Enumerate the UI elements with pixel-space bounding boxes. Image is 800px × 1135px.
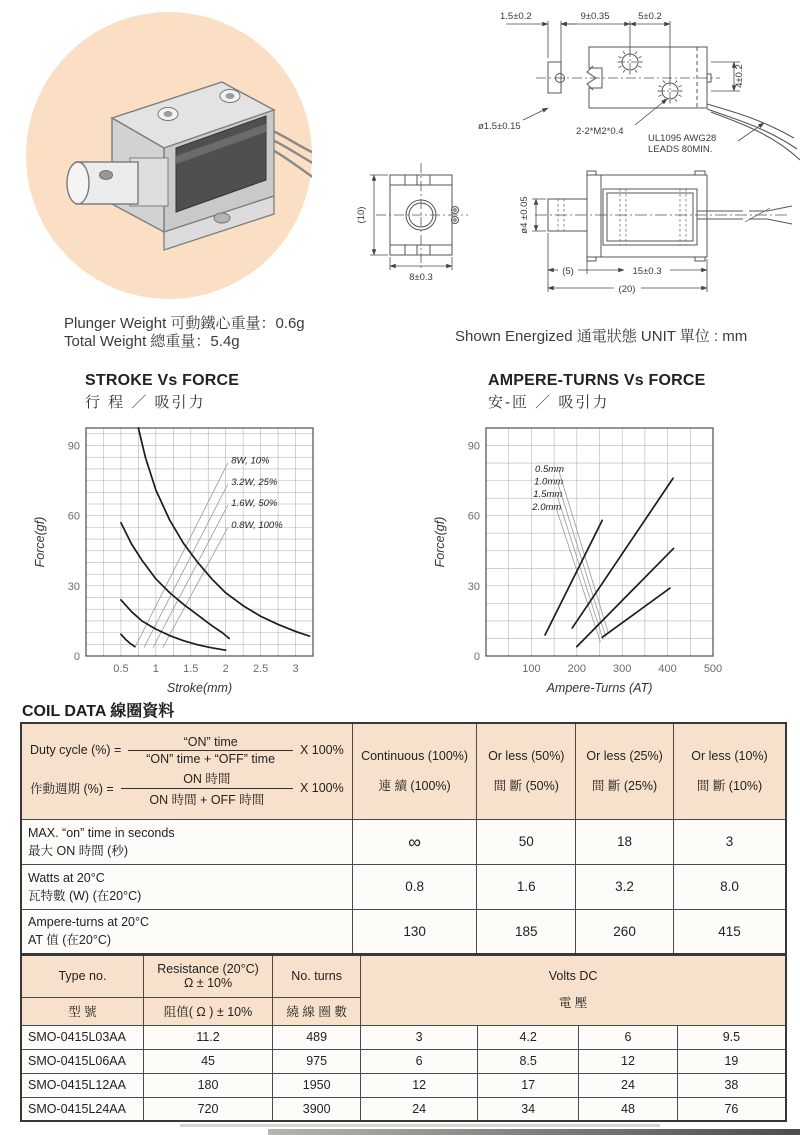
type-no: SMO-0415L12AA	[21, 1073, 143, 1097]
cell-value: 18	[576, 819, 674, 864]
x-axis-label: Ampere-Turns (AT)	[546, 681, 653, 695]
row-label-en: Watts at 20°C	[28, 870, 105, 885]
volts-value: 9.5	[677, 1025, 786, 1049]
series-label: 1.5mm	[533, 488, 563, 500]
series-label: 1.0mm	[534, 476, 564, 488]
stroke-force-chart	[30, 414, 390, 706]
x-tick-label: 0.5	[113, 663, 129, 675]
formula-mult: X 100%	[299, 743, 344, 758]
volts-value: 76	[677, 1097, 786, 1121]
chart2-title-zh: 安-匝 ／ 吸引力	[488, 394, 610, 411]
table-row	[21, 819, 786, 864]
row-label-en: MAX. “on” time in seconds	[28, 825, 175, 840]
y-tick-label: 60	[467, 510, 480, 523]
dim-label: LEADS 80MIN.	[648, 144, 713, 155]
table-row	[21, 1025, 786, 1049]
leader-line	[556, 508, 600, 642]
y-tick-label: 0	[73, 651, 80, 663]
table-row	[21, 909, 786, 954]
row-label	[21, 864, 352, 909]
series-label: 0.8W, 100%	[231, 520, 283, 532]
type-no: SMO-0415L06AA	[21, 1049, 143, 1073]
volts-value: 3	[361, 1025, 478, 1049]
resistance-header-l1: Resistance (20°C)	[157, 962, 259, 977]
resistance-header	[143, 955, 272, 997]
dim-label: UL1095 AWG28	[648, 133, 717, 144]
chart1-title-zh: 行 程 ／ 吸引力	[85, 394, 206, 411]
formula-denominator: “ON” time + “OFF” time	[146, 751, 276, 766]
series-line	[121, 634, 135, 646]
product-illustration	[26, 12, 312, 299]
volts-value: 4.2	[478, 1025, 579, 1049]
row-label-zh: 瓦特數 (W) (在20°C)	[28, 888, 142, 903]
x-tick-label: 2.5	[252, 663, 269, 675]
series-line	[577, 548, 674, 646]
resistance-value: 180	[143, 1073, 272, 1097]
series-line	[572, 478, 673, 628]
chart1-title: STROKE Vs FORCE	[85, 372, 240, 389]
col-header-en: Continuous (100%)	[361, 749, 469, 764]
cell-value: 260	[576, 909, 674, 954]
cell-value: 3.2	[576, 864, 674, 909]
x-tick-label: 200	[567, 663, 586, 675]
series-line	[138, 428, 309, 636]
table-row	[21, 1073, 786, 1097]
cell-value: 415	[674, 909, 786, 954]
turns-value: 975	[273, 1049, 361, 1073]
lead-wires	[707, 104, 800, 160]
type-no-header-zh: 型 號	[21, 997, 143, 1025]
turns-header-zh: 繞 線 圈 數	[273, 997, 361, 1025]
table-row	[21, 1097, 786, 1121]
type-no: SMO-0415L03AA	[21, 1025, 143, 1049]
cell-value: ∞	[352, 819, 477, 864]
volts-value: 6	[579, 1025, 678, 1049]
cell-value: 8.0	[674, 864, 786, 909]
volts-value: 24	[361, 1097, 478, 1121]
table-row	[21, 864, 786, 909]
energized-unit-note: Shown Energized 通電狀態 UNIT 單位 : mm	[455, 328, 748, 345]
volts-value: 24	[579, 1073, 678, 1097]
plunger-end	[67, 162, 89, 204]
x-tick-label: 1.5	[183, 663, 199, 675]
type-no-header: Type no.	[21, 955, 143, 997]
ampere-turns-force-chart	[430, 414, 790, 706]
dim-label: 8±0.3	[409, 272, 433, 283]
formula-en	[26, 735, 348, 766]
y-tick-label: 30	[467, 580, 480, 593]
volts-header-zh: 電 壓	[558, 996, 588, 1011]
scan-shadow	[180, 1124, 660, 1127]
dim-label: 15±0.3	[632, 266, 662, 277]
tapped-hole	[618, 50, 643, 75]
resistance-value: 11.2	[143, 1025, 272, 1049]
series-label: 1.6W, 50%	[231, 497, 278, 509]
series-label: 0.5mm	[535, 463, 565, 475]
y-tick-label: 60	[67, 510, 80, 523]
x-tick-label: 3	[292, 663, 299, 675]
col-header	[352, 723, 477, 819]
col-header-zh: 間 斷 (10%)	[696, 779, 763, 794]
total-weight-line: Total Weight 總重量：5.4g	[64, 333, 240, 350]
leader-line	[144, 484, 228, 647]
volts-dc-header	[361, 955, 786, 1025]
resistance-header-zh: 阻值( Ω ) ± 10%	[143, 997, 272, 1025]
cell-value: 130	[352, 909, 477, 954]
volts-value: 38	[677, 1073, 786, 1097]
formula-numerator: “ON” time	[128, 735, 293, 751]
screw-hole-inner	[164, 111, 173, 117]
turns-value: 489	[273, 1025, 361, 1049]
volts-value: 8.5	[478, 1049, 579, 1073]
col-header-zh: 間 斷 (25%)	[591, 779, 658, 794]
dim-label: ø1.5±0.15	[478, 121, 521, 132]
series-label: 3.2W, 25%	[231, 476, 278, 488]
y-tick-label: 90	[67, 440, 80, 453]
y-axis-label: Force(gf)	[433, 516, 447, 568]
row-label	[21, 819, 352, 864]
row-label	[21, 909, 352, 954]
coil-spec-table	[20, 954, 787, 1122]
cell-value: 0.8	[352, 864, 477, 909]
col-header-en: Or less (50%)	[488, 749, 565, 764]
volts-value: 12	[361, 1073, 478, 1097]
x-tick-label: 2	[222, 663, 229, 675]
x-axis-label: Stroke(mm)	[166, 681, 233, 695]
dim-label: 4±0.2	[734, 64, 745, 88]
product-photo-circle	[26, 12, 312, 299]
col-header-en: Or less (10%)	[691, 749, 768, 764]
volts-value: 48	[579, 1097, 678, 1121]
formula-label: Duty cycle (%) =	[30, 743, 122, 758]
plunger-hole	[100, 171, 113, 180]
formula-mult: X 100%	[299, 781, 344, 796]
screw-hole-inner	[226, 93, 235, 99]
row-label-en: Ampere-turns at 20°C	[28, 915, 150, 930]
dim-label: 5±0.2	[638, 11, 662, 22]
formula-label: 作動週期 (%) =	[30, 782, 114, 797]
dim-label: ø4 ±0.05	[519, 196, 530, 234]
y-tick-label: 30	[67, 580, 80, 593]
type-no: SMO-0415L24AA	[21, 1097, 143, 1121]
dim-label: 2-2*M2*0.4	[576, 126, 624, 137]
turns-header: No. turns	[273, 955, 361, 997]
volts-value: 6	[361, 1049, 478, 1073]
resistance-value: 720	[143, 1097, 272, 1121]
y-tick-label: 90	[467, 440, 480, 453]
col-header-zh: 連 續 (100%)	[378, 779, 451, 794]
col-header	[674, 723, 786, 819]
series-label: 2.0mm	[532, 501, 562, 513]
leader-line	[153, 505, 228, 647]
cell-value: 185	[477, 909, 576, 954]
x-tick-label: 1	[152, 663, 159, 675]
volts-value: 19	[677, 1049, 786, 1073]
leader-line	[559, 470, 609, 634]
cell-value: 50	[477, 819, 576, 864]
col-header-en: Or less (25%)	[586, 749, 663, 764]
volts-value: 34	[478, 1097, 579, 1121]
resistance-value: 45	[143, 1049, 272, 1073]
duty-cycle-formula-cell	[21, 723, 352, 819]
front-view-drawing	[370, 163, 468, 270]
row-label-zh: 最大 ON 時間 (秒)	[28, 843, 128, 858]
col-header-zh: 間 斷 (50%)	[493, 779, 559, 794]
col-header	[477, 723, 576, 819]
technical-drawings	[330, 8, 800, 308]
x-tick-label: 400	[658, 663, 677, 675]
x-tick-label: 300	[613, 663, 632, 675]
table-row	[21, 1049, 786, 1073]
cell-value: 1.6	[477, 864, 576, 909]
y-axis-label: Force(gf)	[33, 516, 47, 568]
volts-value: 12	[579, 1049, 678, 1073]
leader-line	[135, 463, 228, 648]
duty-cycle-table	[20, 722, 787, 955]
dim-label: 9±0.35	[580, 11, 610, 22]
bottom-gray-bar	[268, 1129, 800, 1135]
col-header	[576, 723, 674, 819]
dim-label: (20)	[618, 284, 636, 295]
series-line	[602, 588, 670, 637]
resistance-header-l2: Ω ± 10%	[183, 976, 233, 991]
dim-label: (10)	[356, 206, 367, 224]
series-label: 8W, 10%	[231, 455, 270, 467]
dim-label: 1.5±0.2	[500, 11, 532, 22]
volts-header-en: Volts DC	[548, 969, 598, 984]
x-tick-label: 500	[703, 663, 723, 675]
bottom-hole	[214, 213, 230, 223]
dim-label: (5)	[562, 266, 574, 277]
row-label-zh: AT 值 (在20°C)	[28, 933, 112, 948]
turns-value: 3900	[273, 1097, 361, 1121]
cell-value: 3	[674, 819, 786, 864]
plot-border	[86, 428, 313, 656]
series-line	[545, 520, 602, 635]
coil-data-tables	[20, 722, 787, 1122]
turns-value: 1950	[273, 1073, 361, 1097]
formula-denominator: ON 時間 + OFF 時間	[149, 792, 265, 807]
tapped-hole	[658, 79, 683, 104]
plunger-weight-line: Plunger Weight 可動鐵心重量：0.6g	[64, 315, 305, 332]
y-tick-label: 0	[473, 651, 480, 663]
x-tick-label: 100	[522, 663, 541, 675]
formula-zh	[26, 769, 348, 808]
chart2-title: AMPERE-TURNS Vs FORCE	[488, 372, 706, 389]
coil-data-heading: COIL DATA 線圈資料	[22, 703, 175, 720]
formula-numerator: ON 時間	[121, 769, 293, 789]
volts-value: 17	[478, 1073, 579, 1097]
weight-info	[64, 315, 305, 351]
